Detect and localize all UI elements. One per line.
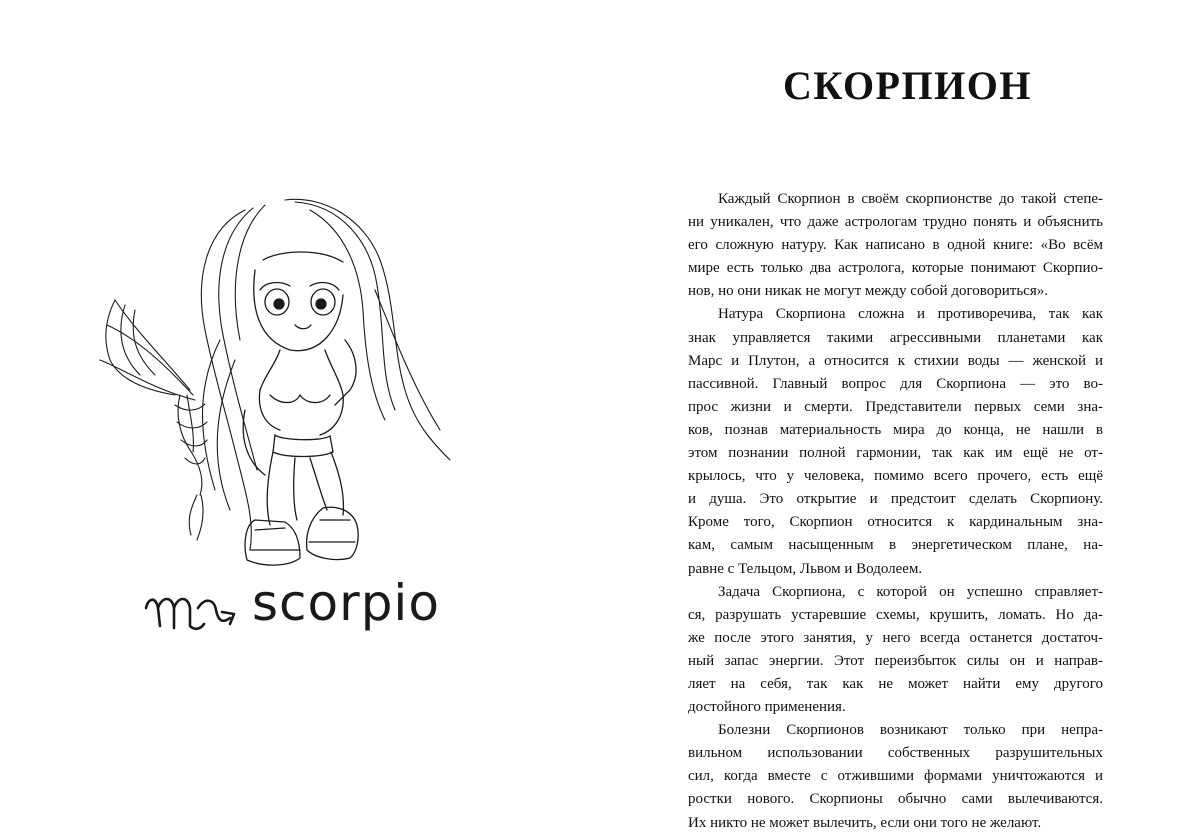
hair-braid [100, 300, 207, 540]
hair-strands [201, 199, 450, 550]
left-page [0, 0, 600, 825]
text-line: пассивной. Главный вопрос для Скорпиона — это во- [688, 375, 1103, 392]
text-line: Их никто не может вылечить, если они того не желают. [688, 814, 1042, 831]
sign-name: scorpio [252, 574, 440, 632]
text-line: достойного применения. [688, 699, 846, 716]
text-line: сил, когда вместе с отжившими формами уничтожаются и [688, 768, 1103, 785]
text-line: этом познании полной гармонии, так как им ещё не от- [688, 445, 1103, 462]
zodiac-sign-label [142, 570, 462, 650]
text-line: Марс и Плутон, а относится к стихии воды — женской и [688, 352, 1103, 369]
text-line: Каждый Скорпион в своём скорпионстве до такой степе- [718, 191, 1103, 207]
text-line: крылось, что у человека, помимо всего прочего, есть ещё [688, 468, 1103, 485]
text-line: Задача Скорпиона, с которой он успешно справляет- [718, 583, 1103, 600]
text-line: и душа. Это открытие и предстоит сделать Скорпиону. [688, 491, 1103, 508]
text-line: же после этого занятия, у него всегда останется достаточ- [688, 629, 1103, 646]
scorpio-girl-illustration-icon [95, 190, 465, 580]
text-line: вильном использовании собственных разрушительных [688, 745, 1103, 762]
text-line: прос жизни и смерти. Представители первых семи зна- [688, 398, 1103, 415]
text-line: ков, познав материальность мира до конца, не нашли в [688, 421, 1103, 438]
body [243, 340, 356, 525]
text-line: ся, разрушать устаревшие схемы, крушить, ломать. Но да- [688, 606, 1103, 623]
right-page [600, 0, 1200, 831]
scorpio-zodiac-glyph-icon [142, 578, 242, 642]
text-line: знак управляется такими агрессивными планетами как [688, 329, 1103, 346]
face [254, 252, 343, 351]
text-line: Натура Скорпиона сложна и противоречива, так как [718, 306, 1103, 323]
boots [245, 507, 358, 565]
text-line: ни уникален, что даже астрологам трудно понять и объяснить [688, 214, 1103, 231]
article-body [688, 188, 1103, 835]
text-line: кам, самым насыщенным в энергетическом плане, на- [688, 537, 1103, 554]
text-line: его сложную натуру. Как написано в одной книге: «Во всём [688, 237, 1103, 254]
text-line: нов, но они никак не могут между собой договориться». [688, 283, 1048, 300]
text-line: Болезни Скорпионов возникают только при непра- [718, 722, 1103, 739]
text-line: ростки нового. Скорпионы обычно сами вылечиваются. [688, 791, 1103, 808]
text-line: мире есть только два астролога, которые понимают Скорпио- [688, 260, 1103, 277]
text-line: равне с Тельцом, Львом и Водолеем. [688, 560, 923, 577]
text-line: ляет на себя, так как не может найти ему другого [688, 675, 1103, 692]
text-line: ный запас энергии. Этот переизбыток силы он и направ- [688, 652, 1103, 669]
text-line: Кроме того, Скорпион относится к кардинальным зна- [688, 514, 1103, 531]
page-title: СКОРПИОН [783, 63, 1032, 108]
